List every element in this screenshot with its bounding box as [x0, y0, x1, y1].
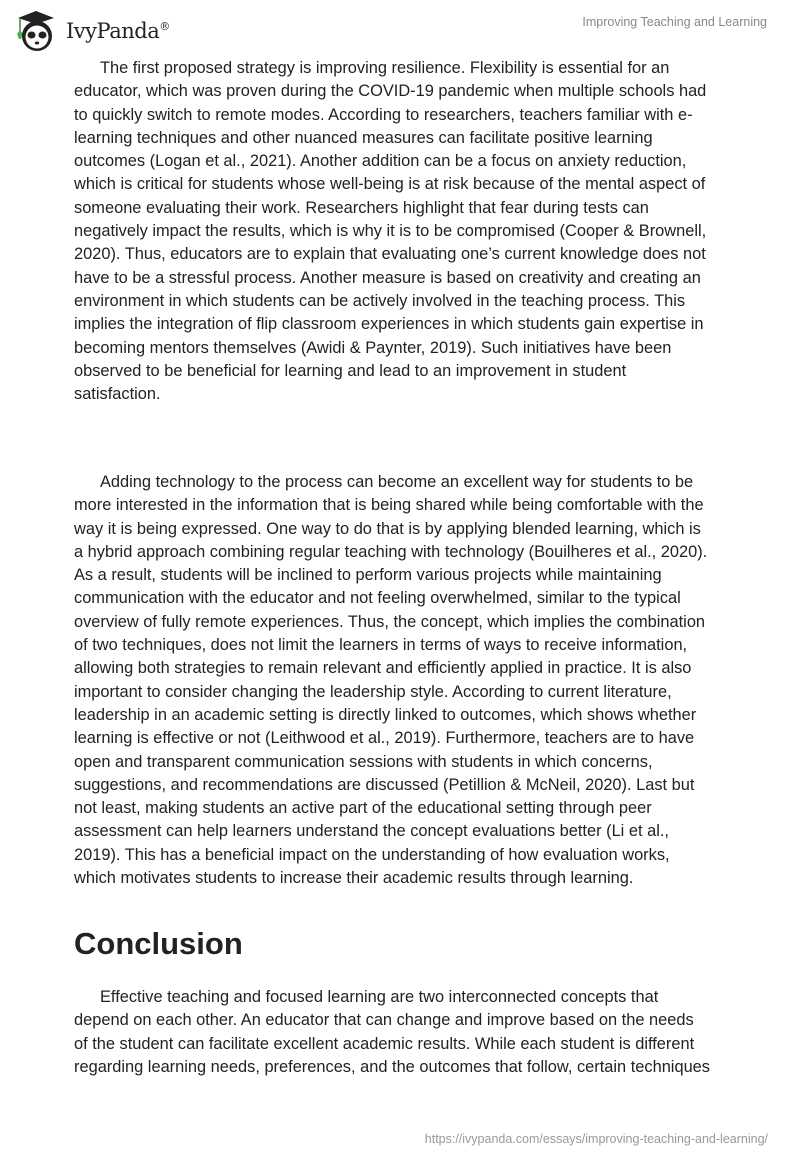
text-line: open and transparent communication sessions with students in which concerns,	[74, 752, 653, 771]
text-line: observed to be beneficial for learning and lead to an improvement in student	[74, 361, 627, 380]
text-line: 2019). This has a beneficial impact on the understanding of how evaluation works,	[74, 845, 670, 864]
text-line: becoming mentors themselves (Awidi & Paynter, 2019). Such initiatives have been	[74, 338, 672, 357]
text-line: not least, making students an active part of the educational setting through peer	[74, 799, 652, 818]
text-line: more interested in the information that is being shared while being comfortable with the	[74, 496, 704, 515]
ivypanda-logo[interactable]	[14, 8, 170, 54]
text-line: which motivates students to increase their academic results through learning.	[74, 869, 634, 888]
text-line: leadership in an academic setting is directly linked to outcomes, which shows whether	[74, 705, 697, 724]
text-line: regarding learning needs, preferences, and the outcomes that follow, certain techniques	[74, 1057, 710, 1076]
text-line: allowing both strategies to remain relevant and efficiently applied in practice. It is also	[74, 659, 692, 678]
text-line: a hybrid approach combining regular teaching with technology (Bouilheres et al., 2020).	[74, 542, 708, 561]
text-line: to quickly switch to remote modes. According to researchers, teachers familiar with e-	[74, 105, 693, 124]
text-line: of two techniques, does not limit the learners in terms of ways to receive information,	[74, 636, 688, 655]
text-line: outcomes (Logan et al., 2021). Another addition can be a focus on anxiety reduction,	[74, 152, 687, 171]
source-url[interactable]: https://ivypanda.com/essays/improving-teaching-and-learning/	[424, 1132, 768, 1146]
panda-graduate-icon	[14, 8, 60, 54]
text-line: important to consider changing the leadership style. According to current literature,	[74, 682, 672, 701]
text-line: have to be a stressful process. Another measure is based on creativity and creating an	[74, 268, 701, 287]
text-line: assessment can help learners understand the concept evaluations better (Li et al.,	[74, 822, 669, 841]
paragraph-conclusion	[74, 986, 710, 1079]
logo-text: IvyPanda®	[66, 19, 170, 43]
text-line: Adding technology to the process can become an excellent way for students to be	[100, 473, 694, 491]
text-line: satisfaction.	[74, 385, 161, 404]
text-line: 2020). Thus, educators are to explain that evaluating one’s current knowledge does not	[74, 245, 706, 264]
text-line: which is critical for students whose well-being is at risk because of the mental aspect of	[74, 175, 706, 194]
text-line: of the student can facilitate excellent academic results. While each student is different	[74, 1034, 695, 1053]
text-line: overview of fully remote experiences. Thus, the concept, which implies the combination	[74, 612, 706, 631]
text-line: learning techniques and other nuanced measures can facilitate positive learning	[74, 128, 653, 147]
paragraph-resilience	[74, 57, 706, 406]
text-line: communication with the educator and not feeling overwhelmed, similar to the typical	[74, 589, 681, 608]
paragraph-technology	[74, 471, 707, 890]
text-line: educator, which was proven during the COVID-19 pandemic when multiple schools had	[74, 82, 707, 101]
text-line: someone evaluating their work. Researchers highlight that fear during tests can	[74, 198, 649, 217]
text-line: depend on each other. An educator that can change and improve based on the needs	[74, 1011, 694, 1030]
text-line: implies the integration of flip classroom experiences in which students gain expertise in	[74, 315, 704, 334]
text-line: environment in which students can be actively involved in the teaching process. This	[74, 291, 686, 310]
text-line: learning is effective or not (Leithwood et al., 2019). Furthermore, teachers are to have	[74, 729, 695, 748]
text-line: suggestions, and recommendations are discussed (Petillion & McNeil, 2020). Last but	[74, 775, 695, 794]
text-line: Effective teaching and focused learning are two interconnected concepts that	[100, 988, 659, 1006]
text-line: As a result, students will be inclined to perform various projects while maintaining	[74, 566, 662, 585]
document-title: Improving Teaching and Learning	[582, 15, 767, 29]
text-line: way it is being expressed. One way to do that is by applying blended learning, which is	[74, 519, 701, 538]
page-header	[0, 0, 800, 56]
conclusion-heading: Conclusion	[74, 926, 243, 961]
text-line: negatively impact the results, which is why it is to be compromised (Cooper & Brownell,	[74, 222, 707, 241]
text-line: The first proposed strategy is improving resilience. Flexibility is essential for an	[100, 59, 670, 77]
